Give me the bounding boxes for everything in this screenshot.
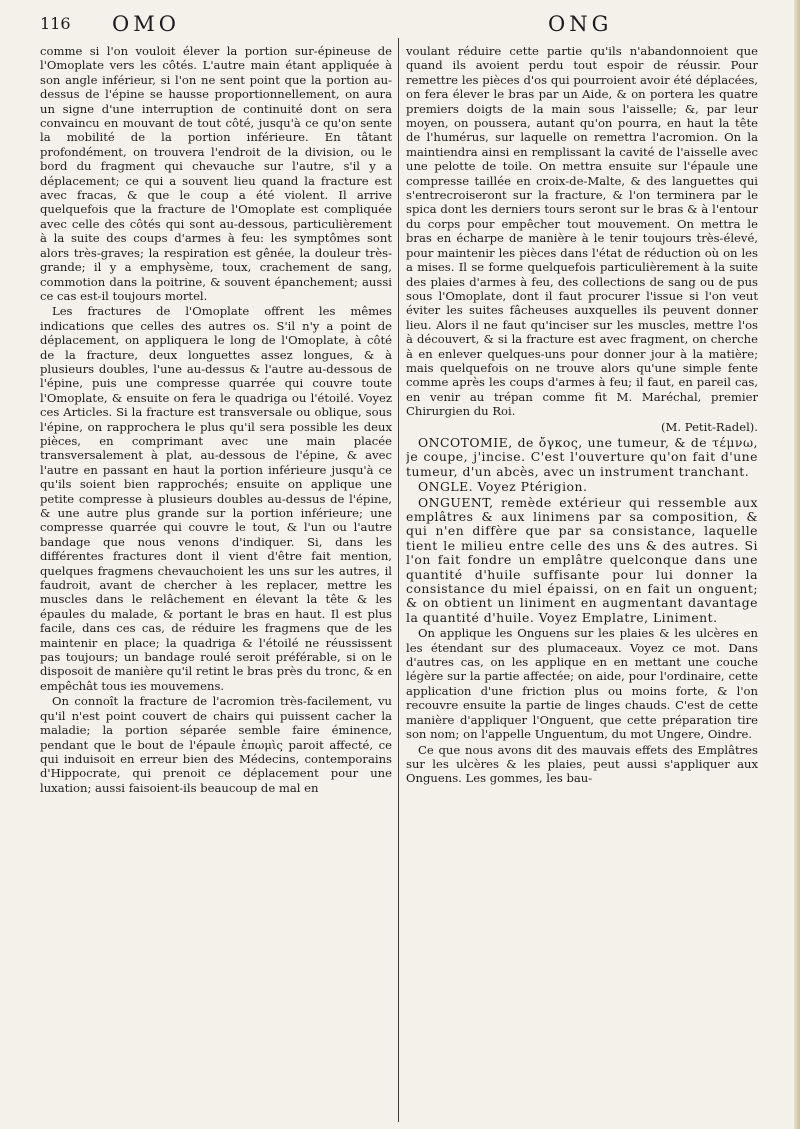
entry-onguent: ONGUENT, remède extérieur qui ressemble aux emplâtres & aux linimens par sa composition, & qui n'en diffère que par sa consistance, laquelle tient le milieu entre celle des uns & des autres. Si l'on fait fondre un emplâtre quelconque dans une quantité d'huile suffisante pour lui donner la consistance du miel épaissi, on en fait un onguent; & on obtient un liniment en augmentant davantage la quantité d'huile. Voyez Emplatre, Liniment. xyxy=(406,494,758,625)
running-header xyxy=(0,12,800,40)
page-number: 116 xyxy=(40,14,71,33)
paragraph: Ce que nous avons dit des mauvais effets des Emplâtres sur les ulcères & les plaies, peut aussi s'appliquer aux Onguens. Les gommes, les bau- xyxy=(406,742,758,786)
author-signature: (M. Petit-Radel). xyxy=(661,419,758,434)
entry-ongle: ONGLE. Voyez Ptérigion. xyxy=(418,479,588,495)
paragraph: voulant réduire cette partie qu'ils n'abandonnoient que quand ils avoient perdu tout espoir de réussir. Pour remettre les pièces d'os qui pourroient avoir été déplacées, on fera élever le bras par un Aide, & on portera les quatre premiers doigts de la main sous l'aisselle; &, par leur moyen, on poussera, autant qu'on pourra, en haut la tête de l'humérus, sur laquelle on remettra l'acromion. On la maintiendra ainsi en remplissant la cavité de l'aisselle avec une pelotte de toile. On mettra ensuite sur l'épaule une compresse taillée en croix-de-Malte, & des languettes qui s'entrecroiseront sur la fracture, & l'on terminera par le spica dont les derniers tours seront sur le bras & à l'entour du corps pour empêcher tout mouvement. On mettra le bras en écharpe de manière à le tenir toujours très-élevé, pour maintenir les pièces dans l'état de réduction où on les a mises. Il se forme quelquefois particulièrement à la suite des plaies d'armes à feu, des collections de sang ou de pus sous l'Omoplate, dont il faut procurer l'issue si l'on veut éviter les suites fâcheuses auxquelles ils peuvent donner lieu. Alors il ne faut qu'inciser sur les muscles, mettre l'os à découvert, & si la fracture est avec fragment, on cherche à en enlever quelques-uns pour donner jour à la matière; mais quelquefois on ne trouve alors qu'une simple fente comme après les coups d'armes à feu; il faut, en pareil cas, en venir au trépan comme fit M. Maréchal, premier Chirurgien du Roi. xyxy=(406,44,758,419)
right-column xyxy=(406,44,758,1120)
left-column xyxy=(40,44,392,1120)
column-divider xyxy=(398,38,399,1122)
paragraph: comme si l'on vouloit élever la portion sur-épineuse de l'Omoplate vers les côtés. L'autre main étant appliquée à son angle inférieur, si l'on ne sent point que la portion au-dessus de l'épine se hausse proportionnellement, on aura un signe d'une interruption de continuité dont on sera convaincu en mouvant de tout côté, jusqu'à ce qu'on sente la mobilité de la portion inférieure. En tâtant profondément, on trouvera l'endroit de la division, ou le bord du fragment qui chevauche sur l'autre, s'il y a déplacement; ce qui a souvent lieu quand la fracture est avec fracas, & que le coup a été violent. Il arrive quelquefois que la fracture de l'Omoplate est compliquée avec celle des côtés qui sont au-dessous, particulièrement à la suite des coups d'armes à feu: les symptômes sont alors très-graves; la respiration est gênée, la douleur très-grande; il y a emphysème, toux, crachement de sang, commotion dans la poitrine, & souvent épanchement; aussi ce cas est-il toujours mortel. xyxy=(40,44,392,303)
paragraph: Les fractures de l'Omoplate offrent les mêmes indications que celles des autres os. S'il n'y a point de déplacement, on appliquera le long de l'Omoplate, à côté de la fracture, deux longuettes assez longues, & à plusieurs doubles, l'une au-dessus & l'autre au-dessous de l'épine, puis une compresse quarrée qui couvre toute l'Omoplate, & ensuite on fera le quadriga ou l'étoilé. Voyez ces Articles. Si la fracture est transversale ou oblique, sous l'épine, on rapprochera le plus qu'il sera possible les deux pièces, en comprimant avec une main placée transversalement à plat, au-dessous de l'épine, & avec l'autre en passant en haut la portion inférieure jusqu'à ce qu'ils soient bien rapprochés; ensuite on applique une petite compresse à plusieurs doubles au-dessus de l'épine, & une autre plus grande sur la portion inférieure; une compresse quarrée qui couvre le tout, & l'un ou l'autre bandage que nous venons d'indiquer. Si, dans les différentes fractures dont il vient d'être fait mention, quelques fragmens chevauchoient les uns sur les autres, il faudroit, avant de chercher à les replacer, mettre les muscles dans le relâchement en élevant la tête & les épaules du malade, & portant le bras en haut. Il est plus facile, dans ces cas, de réduire les fragmens que de les maintenir en place; la quadriga & l'étoilé ne réussissent pas toujours; un bandage roulé seroit préférable, si on le disposoit de manière qu'il retint le bras près du tronc, & en empêchât tous ies mouvemens. xyxy=(40,304,392,693)
paragraph: On applique les Onguens sur les plaies & les ulcères en les étendant sur des plumaceaux. Voyez ce mot. Dans d'autres cas, on les applique en en mettant une couche légère sur la partie affectée; on aide, pour l'ordinaire, cette application d'une friction plus ou moins forte, & l'on recouvre ensuite la partie de linges chauds. C'est de cette manière d'appliquer l'Onguent, que cette préparation tire son nom; on l'appelle Unguentum, du mot Ungere, Oindre. xyxy=(406,626,758,742)
left-running-title: OMO xyxy=(112,12,180,36)
paragraph: On connoît la fracture de l'acromion très-facilement, vu qu'il n'est point couvert de chairs qui puissent cacher la maladie; la portion séparée semble faire éminence, pendant que le bout de l'épaule ἐπωμὶς paroit affecté, ce qui induisoit en erreur bien des Médecins, contemporains d'Hippocrate, qui prenoit ce déplacement pour une luxation; aussi faisoient-ils beaucoup de mal en xyxy=(40,694,392,795)
right-running-title: ONG xyxy=(548,12,613,36)
entry-oncotomie: ONCOTOMIE, de ὄγκος, une tumeur, & de τέμνω, je coupe, j'incise. C'est l'ouverture qu'on fait d'une tumeur, d'un abcès, avec un instrument tranchant. xyxy=(406,434,758,479)
page-edge-shadow xyxy=(794,0,800,1129)
